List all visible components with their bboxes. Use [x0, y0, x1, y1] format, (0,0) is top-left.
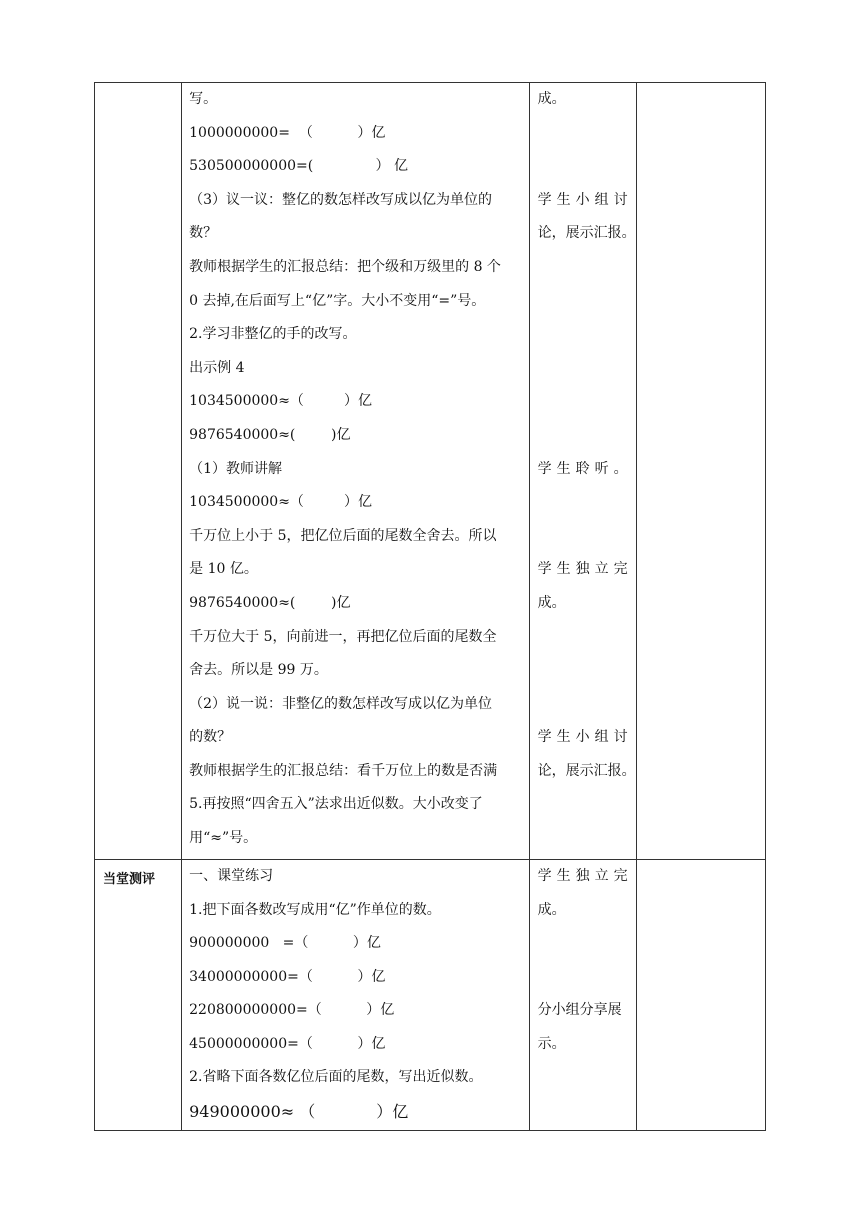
text-line: 千万位大于 5，向前进一，再把亿位后面的尾数全 — [189, 628, 497, 645]
text-line — [530, 486, 636, 520]
text-line: 1034500000≈（ ）亿 — [189, 393, 372, 410]
text-line — [530, 927, 636, 961]
content-cell — [182, 860, 530, 1131]
student-activity-cell — [529, 860, 636, 1131]
text-line: 千万位上小于 5，把亿位后面的尾数全舍去。所以 — [189, 527, 497, 544]
text-line: 示。 — [537, 1035, 566, 1052]
text-line: 2.省略下面各数亿位后面的尾数，写出近似数。 — [189, 1069, 483, 1085]
text-line: 教师根据学生的汇报总结：把个级和万级里的 8 个 — [189, 258, 501, 275]
text-line — [530, 520, 636, 554]
text-line — [530, 822, 636, 856]
text-line — [530, 1062, 636, 1096]
text-line: 530500000000=( ） 亿 — [189, 158, 408, 175]
text-line: 是 10 亿。 — [189, 561, 258, 578]
text-line: 成。 — [537, 901, 566, 918]
text-line: 45000000000=（ ）亿 — [189, 1035, 386, 1052]
text-line: 0 去掉,在后面写上“亿”字。大小不变用“=”号。 — [189, 292, 486, 309]
table-row — [95, 83, 766, 860]
text-line: 学生小组讨 — [537, 729, 633, 746]
text-line: 1.把下面各数改写成用“亿”作单位的数。 — [189, 901, 441, 918]
student-lines — [530, 83, 636, 856]
content-lines — [182, 83, 529, 856]
text-line: （3）议一议：整亿的数怎样改写成以亿为单位的 — [189, 191, 493, 208]
text-line: 1034500000≈（ ）亿 — [189, 494, 372, 511]
stage-cell — [95, 860, 182, 1131]
text-line: 教师根据学生的汇报总结：看千万位上的数是否满 — [189, 762, 498, 779]
text-line: 分小组分享展 — [537, 1002, 622, 1019]
table-row — [95, 860, 766, 1131]
text-line — [530, 385, 636, 419]
text-line — [530, 654, 636, 688]
text-line — [530, 961, 636, 995]
text-line — [530, 788, 636, 822]
text-line: 2.学习非整亿的手的改写。 — [189, 326, 357, 343]
stage-cell — [95, 83, 182, 860]
content-cell — [182, 83, 530, 860]
text-line — [530, 352, 636, 386]
text-line: 学生独立完 — [537, 561, 633, 578]
text-line: 9876540000≈( )亿 — [189, 426, 351, 443]
notes-cell — [636, 860, 765, 1131]
text-line: 220800000000=（ ）亿 — [189, 1002, 395, 1018]
text-line: 949000000≈ （ ）亿 — [189, 1101, 409, 1121]
student-lines — [530, 860, 636, 1129]
text-line — [530, 621, 636, 655]
text-line: 学生独立完 — [537, 868, 633, 884]
text-line: 900000000 =（ ）亿 — [189, 935, 381, 951]
text-line: 论，展示汇报。 — [537, 225, 636, 242]
text-line: 成。 — [537, 91, 566, 107]
text-line: 数？ — [189, 225, 218, 242]
text-line — [530, 419, 636, 453]
text-line — [530, 251, 636, 285]
text-line: 一、课堂练习 — [189, 868, 274, 884]
text-line — [530, 1095, 636, 1129]
text-line: 写。 — [189, 91, 218, 107]
text-line: 学生小组讨 — [537, 191, 633, 208]
text-line — [530, 150, 636, 184]
text-line: 34000000000=（ ）亿 — [189, 968, 386, 985]
text-line: 出示例 4 — [189, 359, 245, 376]
text-line — [530, 117, 636, 151]
text-line — [530, 688, 636, 722]
text-line: 学生聆听。 — [537, 460, 633, 477]
text-line: 舍去。所以是 99 万。 — [189, 662, 328, 679]
student-activity-cell — [529, 83, 636, 860]
text-line: （1）教师讲解 — [189, 460, 283, 477]
text-line: 论，展示汇报。 — [537, 762, 636, 779]
text-line — [530, 285, 636, 319]
text-line: （2）说一说：非整亿的数怎样改写成以亿为单位 — [189, 695, 493, 712]
section-label: 当堂测评 — [103, 872, 156, 887]
content-lines — [182, 860, 529, 1128]
notes-cell — [636, 83, 765, 860]
text-line: 1000000000= （ ）亿 — [189, 124, 386, 141]
text-line: 5.再按照“四舍五入”法求出近似数。大小改变了 — [189, 796, 483, 813]
lesson-table — [94, 82, 766, 1131]
text-line — [530, 318, 636, 352]
text-line: 的数？ — [189, 729, 232, 746]
text-line: 成。 — [537, 594, 566, 611]
text-line: 用“≈”号。 — [189, 830, 258, 847]
text-line: 9876540000≈( )亿 — [189, 594, 351, 611]
